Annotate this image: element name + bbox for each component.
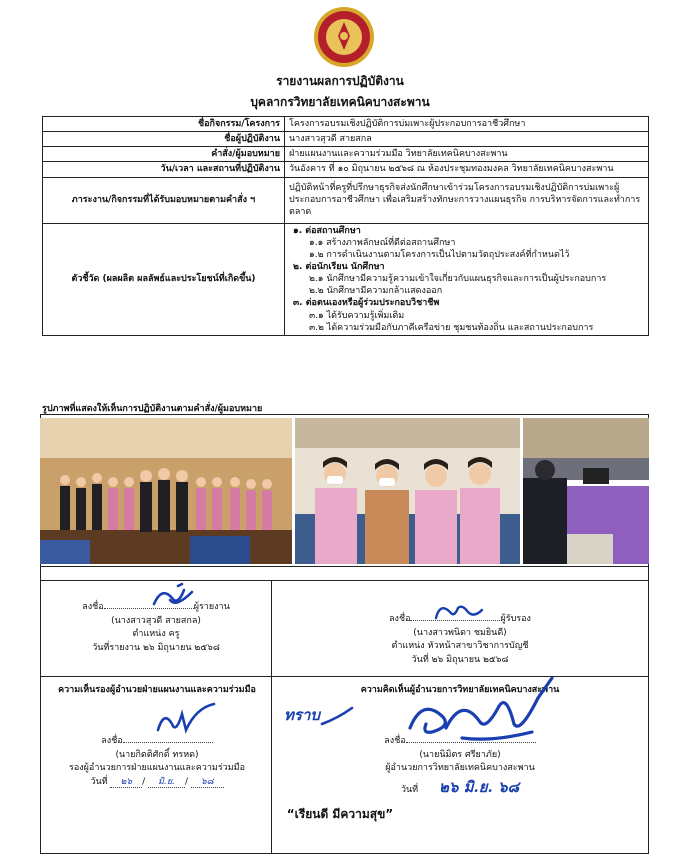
- reporter-position: ตำแหน่ง ครู: [132, 629, 180, 639]
- activity-value: โครงการอบรมเชิงปฏิบัติการบ่มเพาะผู้ประกอบการอาชีวศึกษา: [285, 117, 649, 132]
- date-place-label: วัน/เวลา และสถานที่ปฏิบัติงาน: [43, 162, 285, 177]
- duty-value: ปฏิบัติหน้าที่ครูที่ปรึกษาธุรกิจส่งนักศึกษาเข้าร่วมโครงการอบรมเชิงปฏิบัติการบ่มเพาะผู้ประกอบการอาชีวศึกษา เพื่อเสริมสร้างทักษะการวางแผนธุรกิจ การบริหารจัดการและทำการตลาด: [285, 177, 649, 223]
- certifier-position: ตำแหน่ง หัวหน้าสาขาวิชาการบัญชี: [391, 641, 529, 651]
- indicator-heading: ๓. ต่อตนเองหรือผู้ร่วมประกอบวิชาชีพ: [293, 298, 440, 309]
- teachers-photo: [295, 418, 520, 564]
- indicator-item: ๒.๑ นักศึกษามีความรู้ความเข้าใจเกี่ยวกับแผนธุรกิจและการเป็นผู้ประกอบการ: [309, 274, 607, 285]
- info-table: [42, 116, 649, 336]
- director-handwritten-signature: [402, 668, 562, 748]
- certifier-handwritten-signature: [432, 598, 492, 624]
- director-handwritten-comment: ทราบ: [284, 706, 320, 724]
- indicator-item: ๒.๒ นักศึกษามีความกล้าแสดงออก: [309, 286, 443, 297]
- reporter-name: (นางสาวสุวดี สายสกล): [111, 615, 201, 626]
- director-opinion-heading: ความคิดเห็นผู้อำนวยการวิทยาลัยเทคนิคบางสะพาน: [360, 685, 560, 695]
- handwritten-day: ๒๖: [110, 777, 142, 788]
- group-photo: [40, 418, 292, 564]
- indicator-item: ๓.๒ ได้ความร่วมมือกับภาคีเครือข่าย ชุมชนท้องถิ่น และสถานประกอบการ: [309, 322, 594, 333]
- certifier-date: วันที่ ๒๖ มิถุนายน ๒๕๖๘: [411, 654, 509, 665]
- indicator-list: [285, 223, 649, 335]
- duty-label: ภาระงาน/กิจกรรมที่ได้รับมอบหมายตามคำสั่ง ฯ: [43, 177, 285, 223]
- sign-prefix: ลงชื่อ: [82, 602, 104, 612]
- meeting-room-photo: [523, 418, 649, 564]
- activity-label: ชื่อกิจกรรม/โครงการ: [43, 117, 285, 132]
- indicator-item: ๓.๑ ได้รับความรู้เพิ่มเติม: [309, 310, 405, 321]
- handwritten-month: มิ.ย.: [148, 777, 185, 788]
- indicator-label: ตัวชี้วัด (ผลผลิต ผลลัพธ์และประโยชน์ที่เกิดขึ้น): [43, 223, 285, 335]
- table-row: [43, 132, 649, 147]
- operator-label: ชื่อผู้ปฏิบัติงาน: [43, 132, 285, 147]
- director-comment-underline: [282, 704, 362, 730]
- college-seal-logo: [313, 6, 375, 68]
- table-row: [43, 117, 649, 132]
- sign-divider: [40, 580, 649, 581]
- deputy-name: (นายกิตติศักดิ์ ทรหด): [115, 749, 199, 760]
- reporter-date: วันที่รายงาน ๒๖ มิถุนายน ๒๕๖๘: [92, 642, 220, 653]
- table-row: [43, 223, 649, 335]
- order-label: คำสั่ง/ผู้มอบหมาย: [43, 147, 285, 162]
- deputy-handwritten-signature: [152, 700, 222, 740]
- report-subtitle: บุคลากรวิทยาลัยเทคนิคบางสะพาน: [250, 95, 430, 109]
- role-suffix: ผู้รายงาน: [193, 602, 230, 612]
- deputy-opinion-heading: ความเห็นรองผู้อำนวยฝ่ายแผนงานและความร่วมมือ: [58, 685, 256, 695]
- sign-prefix: ลงชื่อ: [389, 614, 411, 624]
- role-suffix: ผู้รับรอง: [500, 614, 531, 624]
- date-prefix: วันที่: [400, 784, 419, 795]
- handwritten-year: ๖๘: [191, 777, 224, 788]
- director-date: [275, 776, 645, 799]
- certifier-name: (นางสาวพนิดา ชมยินดี): [413, 627, 507, 638]
- photo-bottom-divider: [40, 566, 649, 567]
- indicator-item: ๑.๒ การดำเนินงานตามโครงการเป็นไปตามวัตถุประสงค์ที่กำหนดไว้: [309, 249, 570, 260]
- deputy-signature-block: [44, 732, 270, 789]
- order-value: ฝ่ายแผนงานและความร่วมมือ วิทยาลัยเทคนิคบางสะพาน: [285, 147, 649, 162]
- deputy-date: วันที่ ๒๖ / มิ.ย. / ๖๘: [44, 776, 270, 790]
- indicator-heading: ๑. ต่อสถานศึกษา: [293, 225, 361, 236]
- indicator-heading: ๒. ต่อนักเรียน นักศึกษา: [293, 261, 385, 272]
- table-row: [43, 162, 649, 177]
- operator-value: นางสาวสุวดี สายสกล: [285, 132, 649, 147]
- table-row: [43, 177, 649, 223]
- table-row: [43, 147, 649, 162]
- deputy-position: รองผู้อำนวยการฝ่ายแผนงานและความร่วมมือ: [69, 763, 245, 773]
- date-place-value: วันอังคาร ที่ ๑๐ มิถุนายน ๒๕๖๘ ณ ห้องประชุมทองมงคล วิทยาลัยเทคนิคบางสะพาน: [285, 162, 649, 177]
- date-prefix: วันที่: [90, 776, 108, 787]
- handwritten-date: ๒๖ มิ.ย. ๖๘: [438, 777, 520, 796]
- director-position: ผู้อำนวยการวิทยาลัยเทคนิคบางสะพาน: [385, 763, 535, 773]
- school-motto: “เรียนดี มีความสุข”: [286, 807, 394, 821]
- reporter-handwritten-signature: [148, 582, 198, 612]
- director-name: (นายนิมิตร ศรียาภัย): [419, 749, 501, 760]
- sign-prefix: ลงชื่อ: [384, 736, 406, 746]
- indicator-item: ๑.๑ สร้างภาพลักษณ์ที่ดีต่อสถานศึกษา: [309, 237, 456, 248]
- sign-prefix: ลงชื่อ: [101, 736, 123, 746]
- report-title: รายงานผลการปฏิบัติงาน: [276, 74, 404, 88]
- photo-section-label: รูปภาพที่แสดงให้เห็นการปฏิบัติงานตามคำสั่ง/ผู้มอบหมาย: [42, 404, 263, 414]
